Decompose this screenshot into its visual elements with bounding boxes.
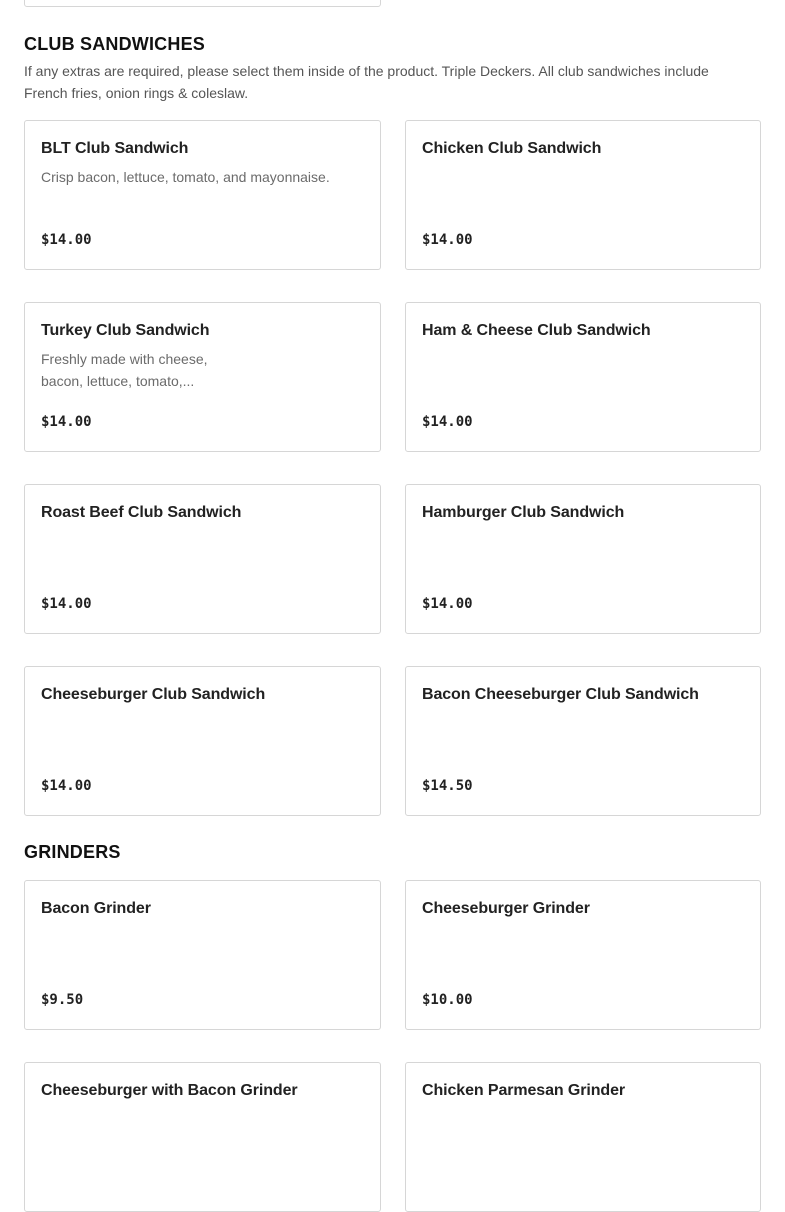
menu-item-card[interactable] [405, 120, 761, 270]
item-name: Bacon Grinder [41, 900, 151, 917]
menu-item-card-partial[interactable] [24, 0, 381, 7]
item-name: Hamburger Club Sandwich [422, 504, 625, 521]
item-name: Cheeseburger Club Sandwich [41, 686, 266, 703]
menu-item-card[interactable] [24, 666, 381, 816]
item-name: Turkey Club Sandwich [41, 322, 210, 339]
item-price: $9.50 [41, 992, 84, 1008]
menu-item-card[interactable] [24, 120, 381, 270]
item-name: Ham & Cheese Club Sandwich [422, 322, 651, 339]
item-name: Chicken Club Sandwich [422, 140, 602, 157]
item-name: Bacon Cheeseburger Club Sandwich [422, 686, 699, 703]
item-name: Cheeseburger with Bacon Grinder [41, 1082, 298, 1099]
menu-item-card[interactable] [24, 302, 381, 452]
item-price: $14.00 [41, 232, 92, 248]
item-price: $14.00 [422, 414, 473, 430]
item-description: Crisp bacon, lettuce, tomato, and mayonnaise. [41, 169, 330, 185]
item-price: $14.00 [41, 778, 92, 794]
menu-item-card[interactable] [405, 484, 761, 634]
item-price: $14.00 [422, 232, 473, 248]
section-title-club-sandwiches: CLUB SANDWICHES [24, 34, 205, 54]
menu-item-card[interactable] [405, 666, 761, 816]
item-price: $14.50 [422, 778, 473, 794]
item-price: $14.00 [41, 414, 92, 430]
menu-item-card[interactable] [24, 880, 381, 1030]
item-description: Freshly made with cheese, bacon, lettuce, tomato,... [41, 351, 208, 389]
menu-item-card[interactable] [405, 880, 761, 1030]
item-price: $14.00 [41, 596, 92, 612]
item-name: Chicken Parmesan Grinder [422, 1082, 626, 1099]
menu-item-card[interactable] [405, 302, 761, 452]
item-price: $10.00 [422, 992, 473, 1008]
item-name: Roast Beef Club Sandwich [41, 504, 242, 521]
menu-item-card[interactable] [24, 484, 381, 634]
item-name: BLT Club Sandwich [41, 140, 189, 157]
item-price: $14.00 [422, 596, 473, 612]
menu-item-card[interactable] [24, 1062, 381, 1212]
menu-item-card[interactable] [405, 1062, 761, 1212]
section-title-grinders: GRINDERS [24, 842, 121, 862]
item-name: Cheeseburger Grinder [422, 900, 590, 917]
section-description-club-sandwiches: If any extras are required, please select them inside of the product. Triple Deckers. All club sandwiches include French fries, onion rings & coleslaw. [24, 63, 709, 101]
